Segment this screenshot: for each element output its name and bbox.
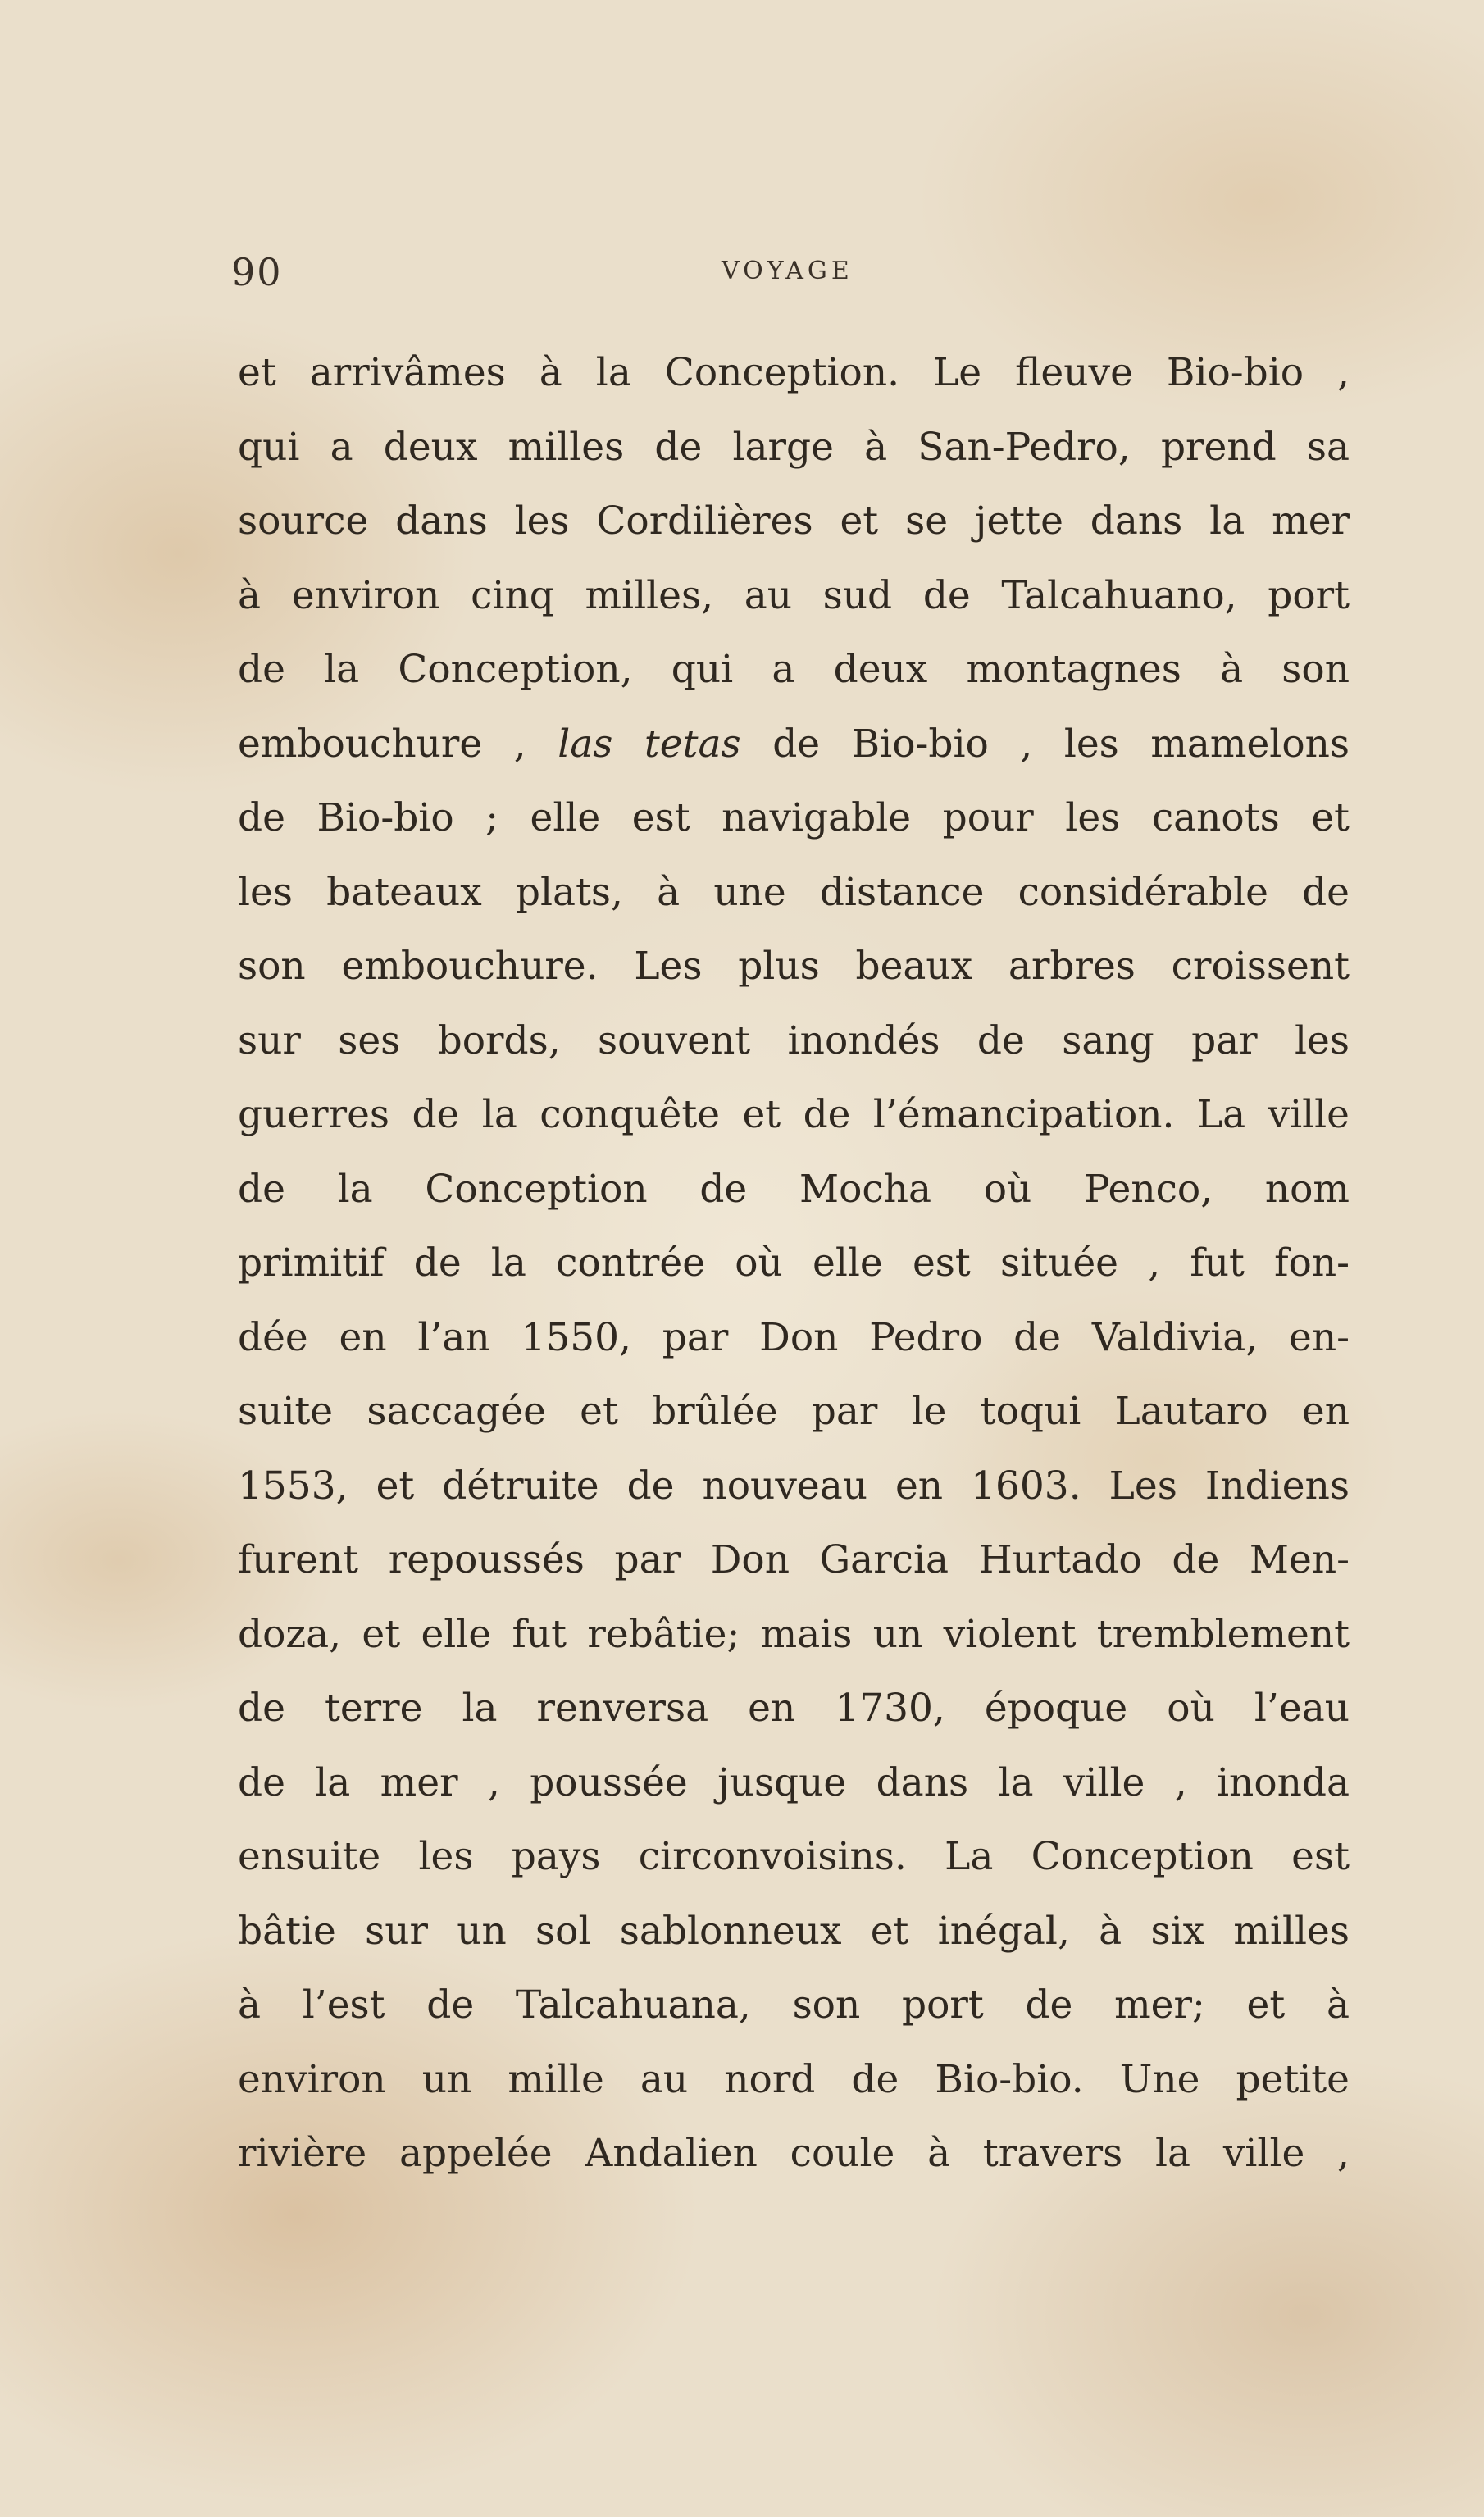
text-line: qui a deux milles de large à San-Pedro, prend sa (238, 424, 1350, 470)
text-line: sur ses bords, souvent inondés de sang par les (238, 1017, 1350, 1063)
text-line: à l’est de Talcahuana, son port de mer; et à (238, 1982, 1350, 2028)
text-segment: de Bio-bio , les mamelons (740, 721, 1350, 767)
text-line: son embouchure. Les plus beaux arbres croissent (238, 944, 1350, 989)
text-line: de la Conception, qui a deux montagnes à son (238, 647, 1350, 692)
text-line: de terre la renversa en 1730, époque où l’eau (238, 1686, 1350, 1731)
text-line: de la Conception de Mocha où Penco, nom (238, 1166, 1350, 1212)
text-line: doza, et elle fut rebâtie; mais un violent tremblement (238, 1611, 1350, 1657)
text-line: environ un mille au nord de Bio-bio. Une petite (238, 2056, 1350, 2102)
running-head (0, 250, 1484, 299)
text-line: et arrivâmes à la Conception. Le fleuve Bio-bio , (238, 350, 1350, 395)
page-number: 90 (231, 250, 283, 294)
text-line: à environ cinq milles, au sud de Talcahuano, port (238, 572, 1350, 618)
text-line: furent repoussés par Don Garcia Hurtado de Men- (238, 1537, 1350, 1582)
body-text (238, 336, 1350, 2192)
text-line: ensuite les pays circonvoisins. La Conception est (238, 1834, 1350, 1879)
text-line: de Bio-bio ; elle est navigable pour les canots et (238, 795, 1350, 840)
text-line: primitif de la contrée où elle est située , fut fon- (238, 1240, 1350, 1286)
text-line: de la mer , poussée jusque dans la ville , inonda (238, 1759, 1350, 1805)
text-line: les bateaux plats, à une distance considérable de (238, 869, 1350, 915)
text-segment: embouchure , (238, 721, 558, 767)
text-line: guerres de la conquête et de l’émancipation. La ville (238, 1092, 1350, 1137)
text-line: 1553, et détruite de nouveau en 1603. Les Indiens (238, 1463, 1350, 1509)
text-line: source dans les Cordilières et se jette dans la mer (238, 498, 1350, 544)
italic-phrase: las tetas (558, 721, 741, 767)
text-line-with-italic (238, 708, 1350, 782)
text-line: bâtie sur un sol sablonneux et inégal, à six milles (238, 1908, 1350, 1954)
running-title: VOYAGE (722, 257, 854, 285)
text-line: rivière appelée Andalien coule à travers la ville , (238, 2131, 1350, 2176)
text-line: dée en l’an 1550, par Don Pedro de Valdivia, en- (238, 1314, 1350, 1360)
text-line: suite saccagée et brûlée par le toqui Lautaro en (238, 1389, 1350, 1434)
